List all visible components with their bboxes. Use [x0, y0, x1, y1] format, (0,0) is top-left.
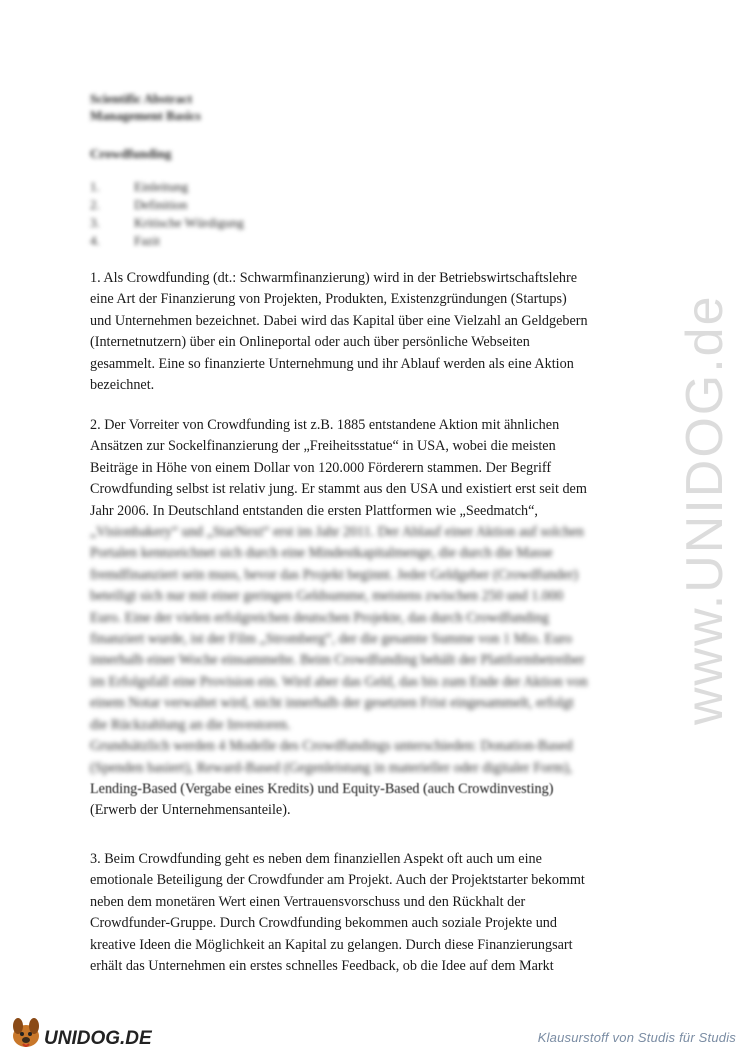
text-line: emotionale Beteiligung der Crowdfunder am Projekt. Auch der Projektstarter bekommt: [90, 872, 585, 889]
unidog-logo: [6, 1012, 166, 1052]
text-line: Portalen kennzeichnet sich durch eine Mindestkapitalmenge, die durch die Masse: [90, 545, 553, 562]
text-line: Beiträge in Höhe von einem Dollar von 120.000 Förderern stammen. Der Begriff: [90, 459, 552, 476]
logo-text: UNIDOG.DE: [44, 1028, 152, 1049]
paragraph-3: [90, 849, 660, 977]
text-line: 3. Beim Crowdfunding geht es neben dem finanziellen Aspekt oft auch um eine: [90, 851, 542, 867]
paragraph-2: [90, 415, 660, 822]
text-line: neben dem monetären Wert einen Vertrauensvorschuss und den Rückhalt der: [90, 893, 526, 910]
logo-graphic: [6, 1012, 166, 1052]
text-line: kreative Ideen die Möglichkeit an Kapital zu gelangen. Durch diese Finanzierungsart: [90, 936, 573, 953]
paragraph-1: [90, 268, 660, 396]
text-line: und Unternehmen bezeichnet. Dabei wird das Kapital über eine Vielzahl an Geldgebern: [90, 312, 588, 329]
text-line: bezeichnet.: [90, 377, 155, 394]
toc-number: 2.: [90, 197, 100, 212]
toc-label: Einleitung: [134, 179, 189, 194]
text-line: erhält das Unternehmen ein erstes schnelles Feedback, ob die Idee auf dem Markt: [90, 958, 554, 975]
header-line-2: Management Basics: [90, 108, 201, 123]
blurred-text-block: [90, 522, 660, 779]
document-header: [90, 90, 201, 124]
text-line: Crowdfunder-Gruppe. Durch Crowdfunding bekommen auch soziale Projekte und: [90, 915, 557, 932]
watermark-text: www.UNIDOG.de: [676, 294, 734, 725]
text-line: Crowdfunding selbst ist relativ jung. Er stammt aus den USA und existiert erst seit dem: [90, 481, 587, 498]
toc-label: Fazit: [134, 233, 160, 248]
text-line: Lending-Based (Vergabe eines Kredits) und Equity-Based (auch Crowdinvesting): [90, 780, 554, 797]
text-line: fremdfinanziert sein muss, bevor das Projekt beginnt. Jeder Geldgeber (Crowdfunder): [90, 566, 579, 583]
text-line: Jahr 2006. In Deutschland entstanden die ersten Plattformen wie „Seedmatch“,: [90, 502, 538, 519]
text-line: „Visionbakery“ und „StarNext“ erst im Jahr 2011. Der Ablauf einer Aktion auf solchen: [90, 524, 584, 541]
text-line: (Spenden basiert), Reward-Based (Gegenleistung in materieller oder digitaler Form),: [90, 759, 573, 776]
text-line: Ansätzen zur Sockelfinanzierung der „Freiheitsstatue“ in USA, wobei die meisten: [90, 438, 556, 455]
header-line-1: Scientific Abstract: [90, 91, 193, 106]
text-line: (Erwerb der Unternehmensanteile).: [90, 802, 291, 819]
text-line: eine Art der Finanzierung von Projekten, Produkten, Existenzgründungen (Startups): [90, 291, 567, 308]
section-title: Crowdfunding: [90, 146, 172, 161]
text-line: Grundsätzlich werden 4 Modelle des Crowdfundings unterschieden: Donation-Based: [90, 738, 573, 755]
toc-item: [90, 214, 244, 232]
toc-item: [90, 178, 244, 196]
text-line: die Rückzahlung an die Investoren.: [90, 716, 291, 733]
text-line: im Erfolgsfall eine Provision ein. Wird aber das Geld, das bis zum Ende der Aktion von: [90, 673, 588, 690]
toc-label: Definition: [134, 197, 188, 212]
text-line: einem Notar verwaltet wird, nicht innerhalb der gesetzten Frist eingesammelt, erfolgt: [90, 695, 574, 712]
toc-item: [90, 232, 244, 250]
text-line: 2. Der Vorreiter von Crowdfunding ist z.B. 1885 entstandene Aktion mit ähnlichen: [90, 417, 560, 433]
text-line: gesammelt. Eine so finanzierte Unternehmung und ihr Ablauf werden als eine Aktion: [90, 355, 574, 372]
toc-item: [90, 196, 244, 214]
text-line: Euro. Eine der vielen erfolgreichen deutschen Projekte, das durch Crowdfunding: [90, 609, 549, 626]
watermark-graphic: [636, 270, 746, 730]
text-line: (Internetnutzern) über ein Onlineportal oder auch über persönliche Webseiten: [90, 334, 530, 351]
text-line: finanziert wurde, ist der Film „Stromberg“, der die gesamte Summe von 1 Mio. Euro: [90, 631, 573, 648]
toc-number: 1.: [90, 179, 100, 194]
dog-icon: [13, 1018, 39, 1047]
watermark: [636, 270, 750, 730]
footer-claim: Klausurstoff von Studis für Studis: [537, 1030, 736, 1045]
text-line: 1. Als Crowdfunding (dt.: Schwarmfinanzierung) wird in der Betriebswirtschaftslehre: [90, 270, 577, 286]
text-line: beteiligt sich nur mit einer geringen Geldsumme, meistens zwischen 250 und 1.000: [90, 588, 564, 605]
toc-number: 4.: [90, 233, 100, 248]
table-of-contents: [90, 178, 244, 250]
toc-number: 3.: [90, 215, 100, 230]
text-line: innerhalb einer Woche einsammelte. Beim Crowdfunding behält der Plattformbetreiber: [90, 652, 585, 669]
toc-label: Kritische Würdigung: [134, 215, 244, 230]
